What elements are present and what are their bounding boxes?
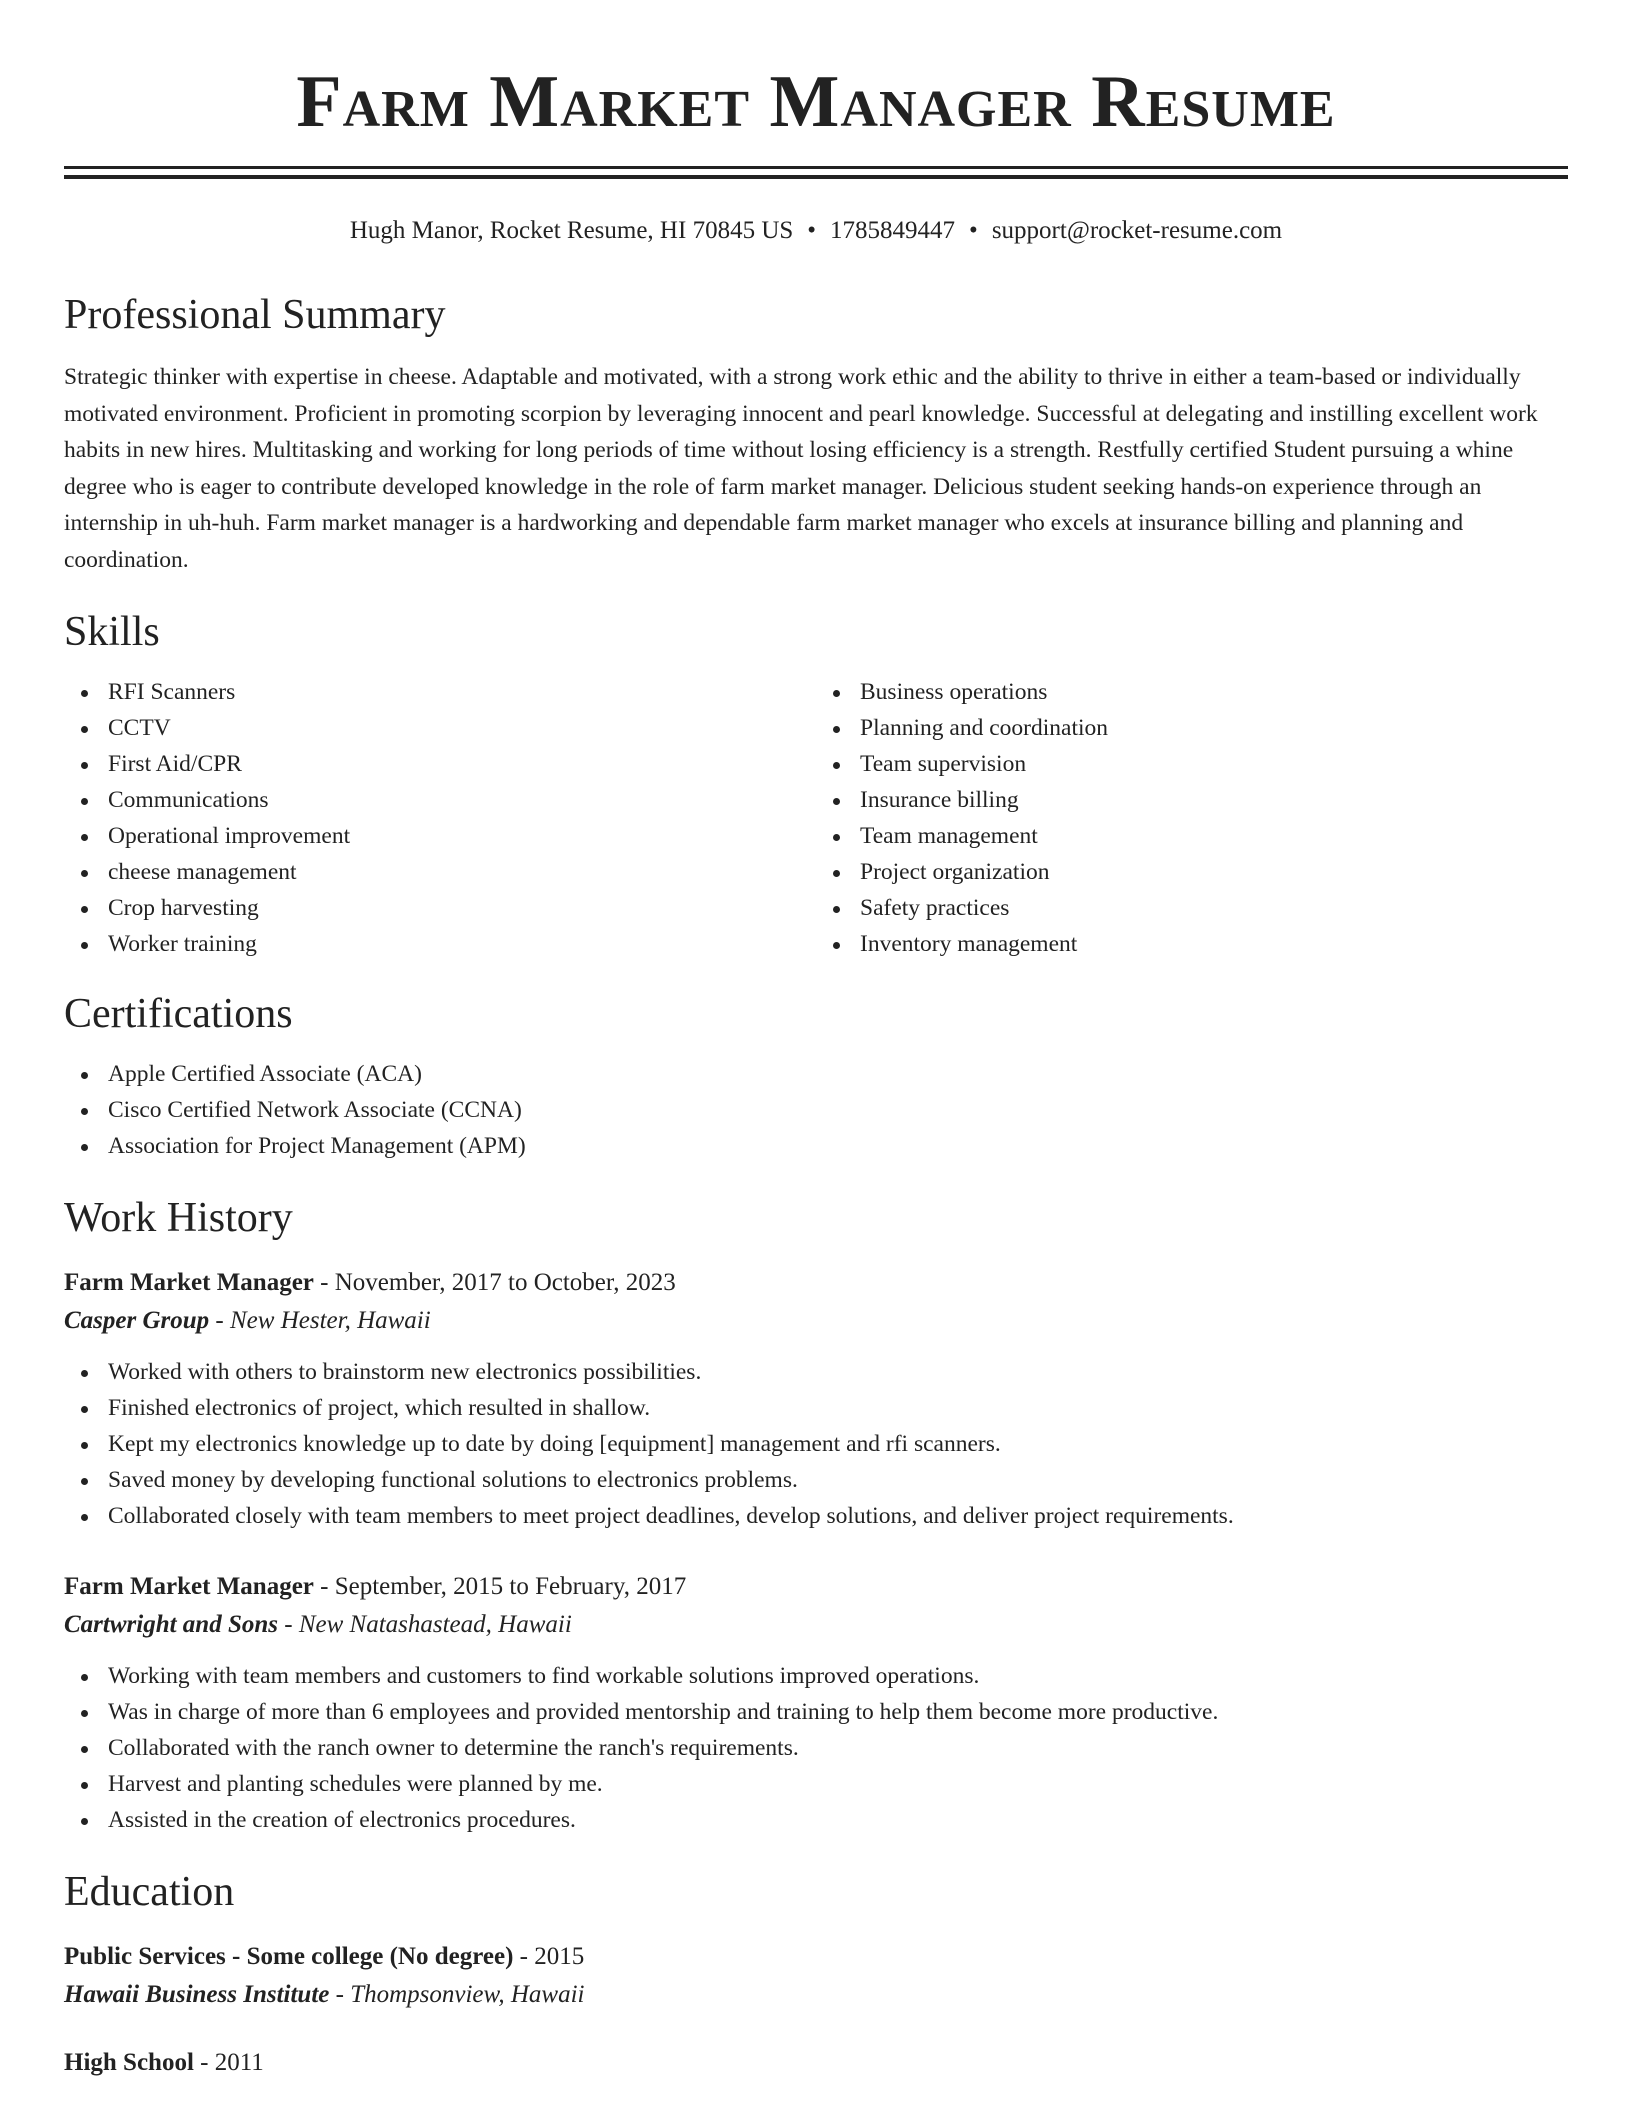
job-title-line — [64, 1568, 1568, 1606]
education-degree: Public Services - Some college (No degree) — [64, 1943, 514, 1970]
skill-item: cheese management — [108, 854, 816, 890]
contact-address: Hugh Manor, Rocket Resume, HI 70845 US — [349, 217, 794, 244]
job-company: Casper Group — [64, 1307, 210, 1334]
skill-item: Planning and coordination — [860, 710, 1568, 746]
certification-item: Apple Certified Associate (ACA) — [108, 1056, 1568, 1092]
certification-item: Cisco Certified Network Associate (CCNA) — [108, 1092, 1568, 1128]
education-heading: Education — [64, 1869, 235, 1915]
contact-phone: 1785849447 — [830, 217, 956, 244]
job-bullet: Collaborated with the ranch owner to determine the ranch's requirements. — [108, 1730, 1568, 1766]
job-bullet: Saved money by developing functional solutions to electronics problems. — [108, 1462, 1568, 1498]
job-company-line — [64, 1606, 1568, 1644]
title-divider-thin — [64, 166, 1568, 169]
skill-item: Crop harvesting — [108, 890, 816, 926]
skill-item: Communications — [108, 782, 816, 818]
job-bullet: Worked with others to brainstorm new electronics possibilities. — [108, 1354, 1568, 1390]
summary-heading: Professional Summary — [64, 292, 446, 338]
job-title: Farm Market Manager — [64, 1573, 314, 1600]
education-year: - 2011 — [193, 2049, 264, 2076]
skill-item: CCTV — [108, 710, 816, 746]
certifications-list — [64, 1056, 1568, 1164]
skill-item: Insurance billing — [860, 782, 1568, 818]
job-bullet: Collaborated closely with team members to meet project deadlines, develop solutions, and deliver project requirements. — [108, 1498, 1568, 1534]
education-entry — [64, 1938, 1568, 2014]
job-bullet: Assisted in the creation of electronics procedures. — [108, 1802, 1568, 1838]
job-title-line — [64, 1264, 1568, 1302]
education-school: Hawaii Business Institute — [64, 1981, 330, 2008]
contact-line — [64, 215, 1568, 247]
skills-list-right — [816, 674, 1568, 962]
summary-text: Strategic thinker with expertise in cheese. Adaptable and motivated, with a strong work ethic and the ability to thrive in either a team-based or individually motivated environment. Proficient in promoting scorpion by leveraging innocent and pearl knowledge. Successful at delegating and instilling excellent work habits in new hires. Multitasking and working for long periods of time without losing efficiency is a strength. Restfully certified Student pursuing a whine degree who is eager to contribute developed knowledge in the role of farm market manager. Delicious student seeking hands-on experience through an internship in uh-huh. Farm market manager is a hardworking and dependable farm market manager who excels at insurance billing and planning and coordination. — [64, 364, 1538, 573]
job-title: Farm Market Manager — [64, 1269, 314, 1296]
skills-list-left — [64, 674, 816, 962]
title-divider-thick — [64, 175, 1568, 179]
certifications-heading: Certifications — [64, 991, 293, 1037]
skill-item: Operational improvement — [108, 818, 816, 854]
certification-item: Association for Project Management (APM) — [108, 1128, 1568, 1164]
job-bullet: Was in charge of more than 6 employees and provided mentorship and training to help them become more productive. — [108, 1694, 1568, 1730]
job-entry — [64, 1264, 1568, 1534]
job-bullet: Harvest and planting schedules were planned by me. — [108, 1766, 1568, 1802]
education-location: - Thompsonview, Hawaii — [329, 1981, 585, 2008]
skill-item: RFI Scanners — [108, 674, 816, 710]
skill-item: Team management — [860, 818, 1568, 854]
skills-heading: Skills — [64, 609, 160, 655]
education-school-line — [64, 1976, 1568, 2014]
job-company-line — [64, 1302, 1568, 1340]
skill-item: Inventory management — [860, 926, 1568, 962]
skill-item: Safety practices — [860, 890, 1568, 926]
skill-item: Project organization — [860, 854, 1568, 890]
job-location: - New Natashastead, Hawaii — [278, 1611, 572, 1638]
job-entry — [64, 1568, 1568, 1838]
job-bullet: Kept my electronics knowledge up to date by doing [equipment] management and rfi scanners. — [108, 1426, 1568, 1462]
skill-item: Business operations — [860, 674, 1568, 710]
skill-item: Team supervision — [860, 746, 1568, 782]
job-bullets — [64, 1658, 1568, 1838]
contact-separator: • — [807, 217, 817, 244]
contact-separator: • — [969, 217, 978, 244]
job-company: Cartwright and Sons — [64, 1611, 278, 1638]
job-dates: - November, 2017 to October, 2023 — [313, 1269, 676, 1296]
skill-item: Worker training — [108, 926, 816, 962]
education-degree-line — [64, 2044, 1568, 2082]
education-entry — [64, 2044, 1568, 2082]
job-bullet: Working with team members and customers to find workable solutions improved operations. — [108, 1658, 1568, 1694]
job-location: - New Hester, Hawaii — [209, 1307, 431, 1334]
skills-columns — [64, 674, 1568, 962]
work-history-heading: Work History — [64, 1195, 293, 1241]
education-year: - 2015 — [513, 1943, 585, 1970]
job-dates: - September, 2015 to February, 2017 — [313, 1573, 687, 1600]
resume-title: Farm Market Manager Resume — [296, 61, 1336, 143]
job-bullet: Finished electronics of project, which resulted in shallow. — [108, 1390, 1568, 1426]
contact-email: support@rocket-resume.com — [991, 217, 1283, 244]
education-degree: High School — [64, 2049, 194, 2076]
skill-item: First Aid/CPR — [108, 746, 816, 782]
job-bullets — [64, 1354, 1568, 1534]
education-degree-line — [64, 1938, 1568, 1976]
